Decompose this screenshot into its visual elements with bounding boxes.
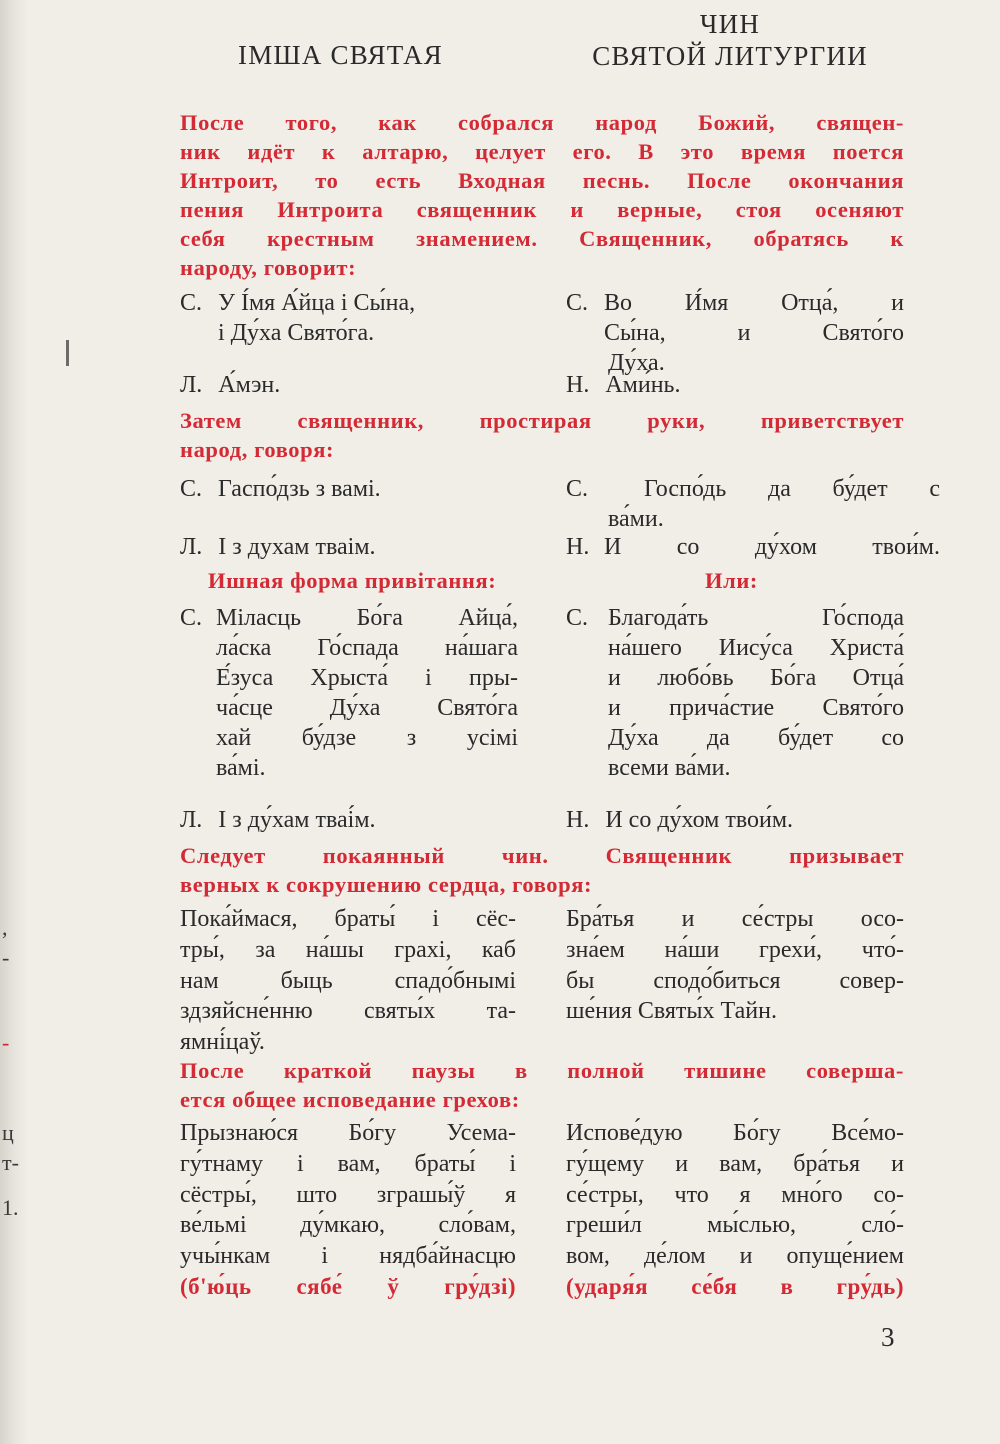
rubric-greeting	[180, 406, 904, 464]
rubric-line: Следует покаянный чин. Священник призывает	[180, 843, 904, 868]
response-line: Гаспо́дзь з вамі.	[218, 476, 381, 502]
response-line: Е́зуса Хрыста́ і пры-	[216, 665, 518, 691]
gutter-mark: 1.	[2, 1195, 19, 1220]
rubric-intro	[180, 108, 904, 282]
gutter-mark: -	[2, 1030, 10, 1055]
response-line: И со ду́хом твои́м.	[605, 807, 794, 833]
response-line: ла́ска Го́спада на́шага	[216, 635, 518, 661]
response-line: Ду́ха.	[608, 350, 665, 376]
response-line: У І́мя А́йца і Сы́на,	[218, 290, 416, 316]
response-left-grace	[180, 603, 518, 781]
speaker-label: Н.	[566, 372, 590, 398]
rubric-gesture: (б'ю́ць сябе́ ў гру́дзі)	[180, 1273, 516, 1299]
response-line: Во И́мя Отца́, и	[604, 290, 904, 316]
text-line: тры́, за на́шы грахі, каб	[180, 936, 516, 963]
rubric-line: себя крестным знамением. Священник, обратясь к	[180, 226, 904, 251]
text-line: Пока́ймася, браты́ і сёс-	[180, 906, 516, 932]
gutter-mark: т-	[2, 1150, 19, 1175]
header-right-line1: ЧИН	[699, 9, 761, 39]
response-right-amen	[566, 370, 681, 400]
speaker-label: С.	[566, 605, 589, 631]
speaker-label: С.	[180, 290, 203, 316]
rubric-line: верных к сокрушению сердца, говоря:	[180, 872, 593, 897]
response-line: і Ду́ха Свято́га.	[218, 320, 375, 346]
rubric-line: народ, говоря:	[180, 437, 335, 462]
response-left-greeting	[180, 474, 381, 504]
header-right-line2: СВЯТОЙ ЛИТУРГИИ	[592, 41, 868, 71]
response-line: на́шего Иису́са Христа́	[608, 635, 904, 661]
response-line: ва́ми.	[608, 506, 664, 532]
speaker-label: Л.	[180, 807, 203, 833]
response-line: ва́мі.	[216, 755, 266, 781]
response-right-spirit	[566, 532, 940, 562]
response-right-spirit-2	[566, 805, 793, 835]
response-right-grace	[566, 603, 904, 781]
text-line: греши́л мы́слью, сло́-	[566, 1212, 904, 1239]
rubric-line: Затем священник, простирая руки, приветствует	[180, 408, 904, 433]
response-line: А́мэн.	[218, 372, 281, 398]
rubric-alt-form-right: Или:	[705, 568, 758, 593]
speaker-label: Л.	[180, 372, 203, 398]
confession-invitation-right	[566, 904, 904, 1027]
response-line: І з духам тваім.	[218, 534, 376, 560]
text-line: учы́нкам і нядба́йнасцю	[180, 1243, 516, 1270]
response-right-sign	[566, 288, 904, 376]
response-body	[216, 603, 518, 783]
rubric-penitential	[180, 841, 904, 899]
header-left-title: ІМША СВЯТАЯ	[238, 40, 444, 70]
gutter-mark: ,	[2, 915, 8, 940]
response-left-amen	[180, 370, 280, 400]
response-left-spirit	[180, 532, 376, 562]
text-line: гу́щему и вам, бра́тья и	[566, 1150, 904, 1177]
rubric-line: народу, говорит:	[180, 255, 357, 280]
text-line: гу́тнаму і вам, браты́ і	[180, 1150, 516, 1177]
text-line: нам быць спадо́бнымі	[180, 967, 516, 994]
response-line: Сы́на, и Свято́го	[604, 320, 904, 346]
text-line: ве́льмі ду́мкаю, сло́вам,	[180, 1212, 516, 1239]
response-line: Госпо́дь да бу́дет с	[644, 476, 940, 502]
page-fold-mark	[66, 340, 69, 366]
response-line: и любо́вь Бо́га Отца́	[608, 665, 904, 691]
confession-invitation-left	[180, 904, 516, 1058]
response-right-greeting	[566, 474, 940, 532]
text-line: зна́ем на́ши грехи́, что́-	[566, 936, 904, 963]
page-number: 3	[881, 1322, 895, 1352]
response-line: Благода́ть Го́спода	[608, 605, 904, 631]
response-line: всеми ва́ми.	[608, 755, 731, 781]
text-line: Бра́тья и се́стры осо-	[566, 906, 904, 932]
response-left-spirit-2	[180, 805, 376, 835]
text-line: Прызнаю́ся Бо́гу Усема-	[180, 1120, 516, 1146]
text-line: здзяйсне́нню святы́х та-	[180, 998, 516, 1025]
speaker-label: Н.	[566, 807, 590, 833]
speaker-label: С.	[180, 476, 203, 502]
response-line: Ду́ха да бу́дет со	[608, 725, 904, 751]
gutter-mark: -	[2, 945, 10, 970]
rubric-line: ник идёт к алтарю, целует его. В это время поется	[180, 139, 904, 164]
rubric-line: Интроит, то есть Входная песнь. После окончания	[180, 168, 904, 193]
speaker-label: С.	[566, 476, 589, 502]
rubric-silence	[180, 1056, 904, 1114]
confiteor-right	[566, 1118, 904, 1303]
response-line: хай бу́дзе з усімі	[216, 725, 518, 751]
rubric-line: После того, как собрался народ Божий, священ-	[180, 110, 904, 135]
response-line: И со ду́хом твои́м.	[604, 534, 940, 560]
speaker-label: Н.	[566, 534, 590, 560]
rubric-alt-form-left: Ишная форма привітання:	[208, 568, 497, 593]
header-right-title	[560, 8, 900, 72]
response-line: Ами́нь.	[605, 372, 681, 398]
text-line: Испове́дую Бо́гу Все́мо-	[566, 1120, 904, 1146]
response-line: І з ду́хам тваі́м.	[218, 807, 376, 833]
rubric-gesture: (ударя́я се́бя в гру́дь)	[566, 1273, 904, 1299]
text-line: вом, де́лом и опуще́нием	[566, 1243, 904, 1270]
text-line: сёстры́, што зграшы́ў я	[180, 1181, 516, 1208]
response-line: Міласць Бо́га Айца́,	[216, 605, 518, 631]
response-line: ча́сце Ду́ха Свято́га	[216, 695, 518, 721]
text-line: се́стры, что я мно́го со-	[566, 1181, 904, 1208]
text-line: ше́ния Святы́х Тайн.	[566, 998, 777, 1025]
text-line: ямні́цаў.	[180, 1029, 265, 1056]
rubric-line: пения Интроита священник и верные, стоя осеняют	[180, 197, 904, 222]
confiteor-left	[180, 1118, 516, 1303]
speaker-label: С.	[180, 605, 203, 631]
speaker-label: Л.	[180, 534, 203, 560]
response-body	[608, 603, 904, 783]
response-line: и прича́стие Свято́го	[608, 695, 904, 721]
speaker-label: С.	[566, 290, 589, 316]
rubric-line: ется общее исповедание грехов:	[180, 1087, 520, 1112]
response-left-sign	[180, 288, 518, 346]
text-line: бы сподо́биться совер-	[566, 967, 904, 994]
rubric-line: После краткой паузы в полной тишине соверша-	[180, 1058, 904, 1083]
gutter-mark: ц	[2, 1120, 14, 1145]
